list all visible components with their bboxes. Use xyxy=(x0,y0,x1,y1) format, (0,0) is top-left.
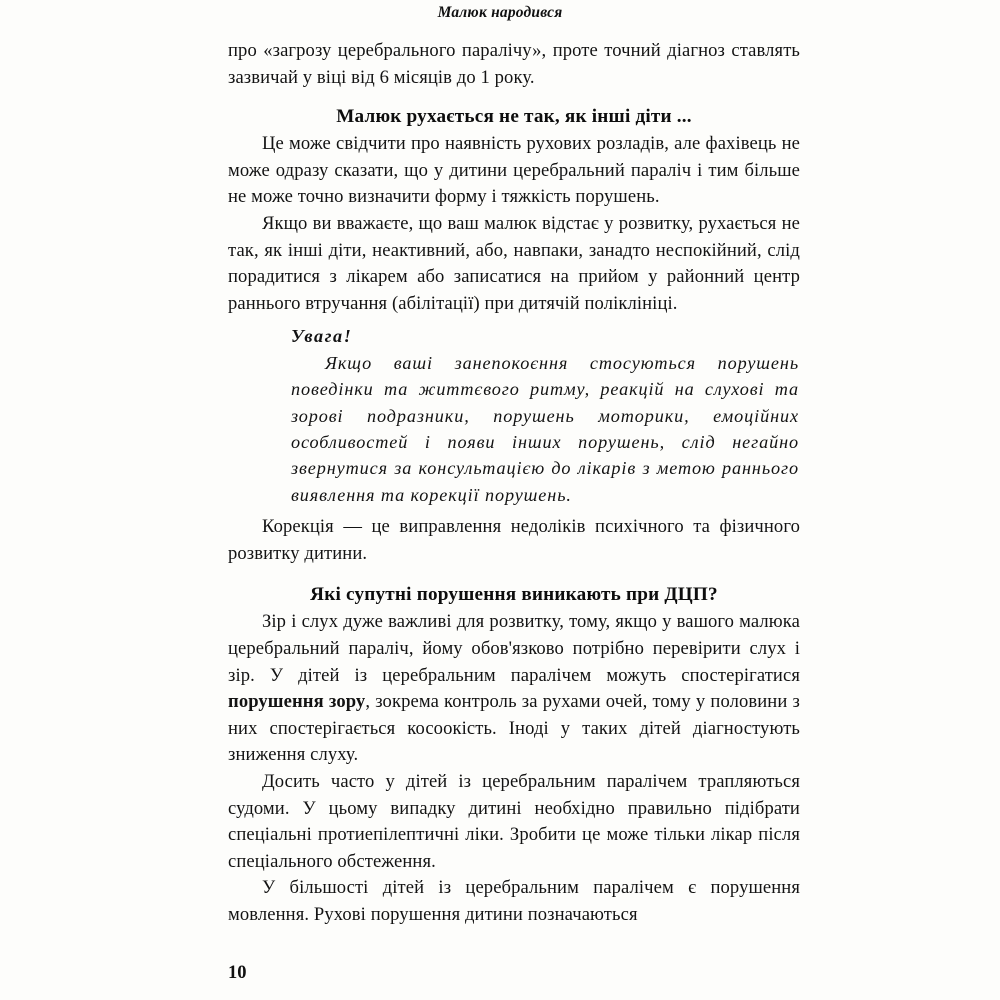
page-body xyxy=(228,38,800,929)
attention-note-body: Якщо ваші занепокоєння стосуються порушень поведінки та життєвого ритму, реакцій на слухові та зорові подразники, порушень моторики, емоційних особливостей і появи інших порушень, слід негайно звернутися за консультацією до лікарів з метою раннього виявлення та корекції порушень. xyxy=(291,352,799,505)
heading-movement: Малюк рухається не так, як інші діти ... xyxy=(336,106,692,128)
paragraph-4-emphasis: порушення зору xyxy=(228,691,366,713)
heading-comorbidities: Які супутні порушення виникають при ДЦП? xyxy=(310,584,718,606)
paragraph-intro: про «загрозу церебрального паралічу», проте точний діагноз ставлять зазвичай у віці від 6 місяців до 1 року. xyxy=(228,40,800,88)
page-number: 10 xyxy=(228,963,247,983)
paragraph-6: У більшості дітей із церебральним паралічем є порушення мовлення. Рухові порушення дитини позначаються xyxy=(228,877,800,925)
paragraph-4-part1: Зір і слух дуже важливі для розвитку, тому, якщо у вашого малюка церебральний параліч, йому обов'язково потрібно перевірити слух і зір. У дітей із церебральним паралічем можуть спостерігатися xyxy=(228,611,800,686)
running-head: Малюк народився xyxy=(437,4,563,21)
paragraph-4-part2: , зокрема контроль за рухами очей, тому у половини з них спостерігається косоокість. Іноді у таких дітей діагностують зниження слуху. xyxy=(228,691,800,766)
paragraph-4 xyxy=(228,609,800,769)
attention-note-title: Увага! xyxy=(291,326,353,347)
paragraph-5: Досить часто у дітей із церебральним паралічем трапляються судоми. У цьому випадку дитині необхідно правильно підібрати спеціальні протиепілептичні ліки. Зробити це може тільки лікар після спеціального обстеження. xyxy=(228,770,800,872)
paragraph-2: Якщо ви вважаєте, що ваш малюк відстає у розвитку, рухається не так, як інші діти, неактивний, або, навпаки, занадто неспокійний, слід порадитися з лікарем або записатися на прийом у районний центр раннього втручання (абілітації) при дитячій поліклініці. xyxy=(228,212,800,314)
paragraph-3: Корекція — це виправлення недоліків психічного та фізичного розвитку дитини. xyxy=(228,516,800,564)
paragraph-1: Це може свідчити про наявність рухових розладів, але фахівець не може одразу сказати, що у дитини церебральний параліч і тим більше не може точно визначити форму і тяжкість порушень. xyxy=(228,133,800,208)
attention-note xyxy=(291,323,799,508)
